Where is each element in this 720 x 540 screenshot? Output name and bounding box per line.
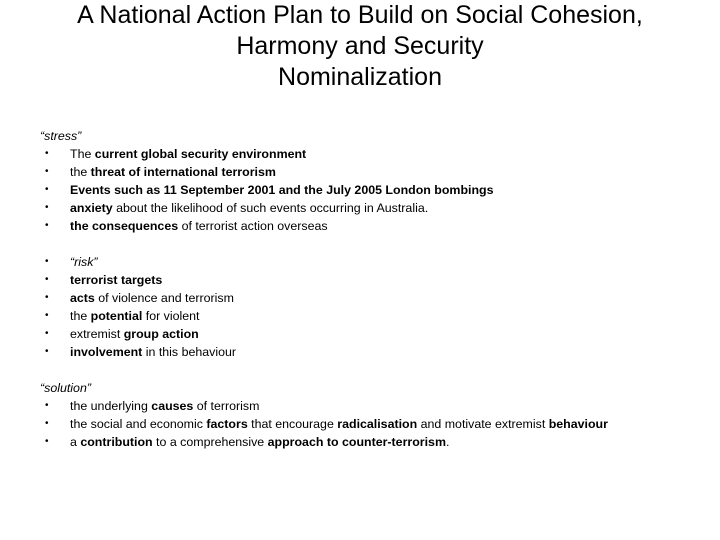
stress-list bbox=[40, 145, 700, 235]
bullet-icon: • bbox=[45, 202, 49, 213]
spacer bbox=[40, 361, 700, 379]
bullet-icon: • bbox=[45, 148, 49, 159]
risk-list bbox=[40, 253, 700, 361]
list-item: • terrorist targets bbox=[45, 273, 163, 287]
bullet-icon: • bbox=[45, 166, 49, 177]
bullet-icon: • bbox=[45, 292, 49, 303]
bullet-icon: • bbox=[45, 256, 49, 267]
list-item: • the consequences of terrorist action overseas bbox=[45, 219, 328, 233]
list-item: • a contribution to a comprehensive approach to counter-terrorism. bbox=[45, 435, 450, 449]
list-item bbox=[40, 253, 700, 271]
page-title bbox=[0, 0, 720, 93]
bullet-icon: • bbox=[45, 400, 49, 411]
list-item: • the threat of international terrorism bbox=[45, 165, 276, 179]
bullet-icon: • bbox=[45, 346, 49, 357]
list-item: • extremist group action bbox=[45, 327, 199, 341]
title-line-1: A National Action Plan to Build on Social Cohesion, bbox=[77, 1, 643, 29]
solution-label: “solution” bbox=[40, 381, 91, 395]
list-item: • involvement in this behaviour bbox=[45, 345, 236, 359]
bullet-icon: • bbox=[45, 310, 49, 321]
list-item: • acts of violence and terrorism bbox=[45, 291, 234, 305]
list-item: • Events such as 11 September 2001 and the July 2005 London bombings bbox=[45, 183, 494, 197]
bullet-icon: • bbox=[45, 328, 49, 339]
bullet-icon: • bbox=[45, 220, 49, 231]
bullet-icon: • bbox=[45, 274, 49, 285]
bullet-icon: • bbox=[45, 436, 49, 447]
solution-list bbox=[40, 397, 700, 451]
content-body bbox=[40, 127, 700, 451]
list-item: • The current global security environment bbox=[45, 147, 307, 161]
list-item: • the social and economic factors that encourage radicalisation and motivate extremist behaviour bbox=[45, 417, 608, 431]
title-line-2: Harmony and Security bbox=[236, 32, 484, 60]
bullet-icon: • bbox=[45, 184, 49, 195]
risk-label: “risk” bbox=[70, 255, 98, 269]
title-line-3: Nominalization bbox=[278, 63, 442, 91]
list-item: • anxiety about the likelihood of such events occurring in Australia. bbox=[45, 201, 429, 215]
spacer bbox=[40, 235, 700, 253]
bullet-icon: • bbox=[45, 418, 49, 429]
stress-label: “stress” bbox=[40, 129, 82, 143]
list-item: • the underlying causes of terrorism bbox=[45, 399, 260, 413]
list-item: • the potential for violent bbox=[45, 309, 200, 323]
